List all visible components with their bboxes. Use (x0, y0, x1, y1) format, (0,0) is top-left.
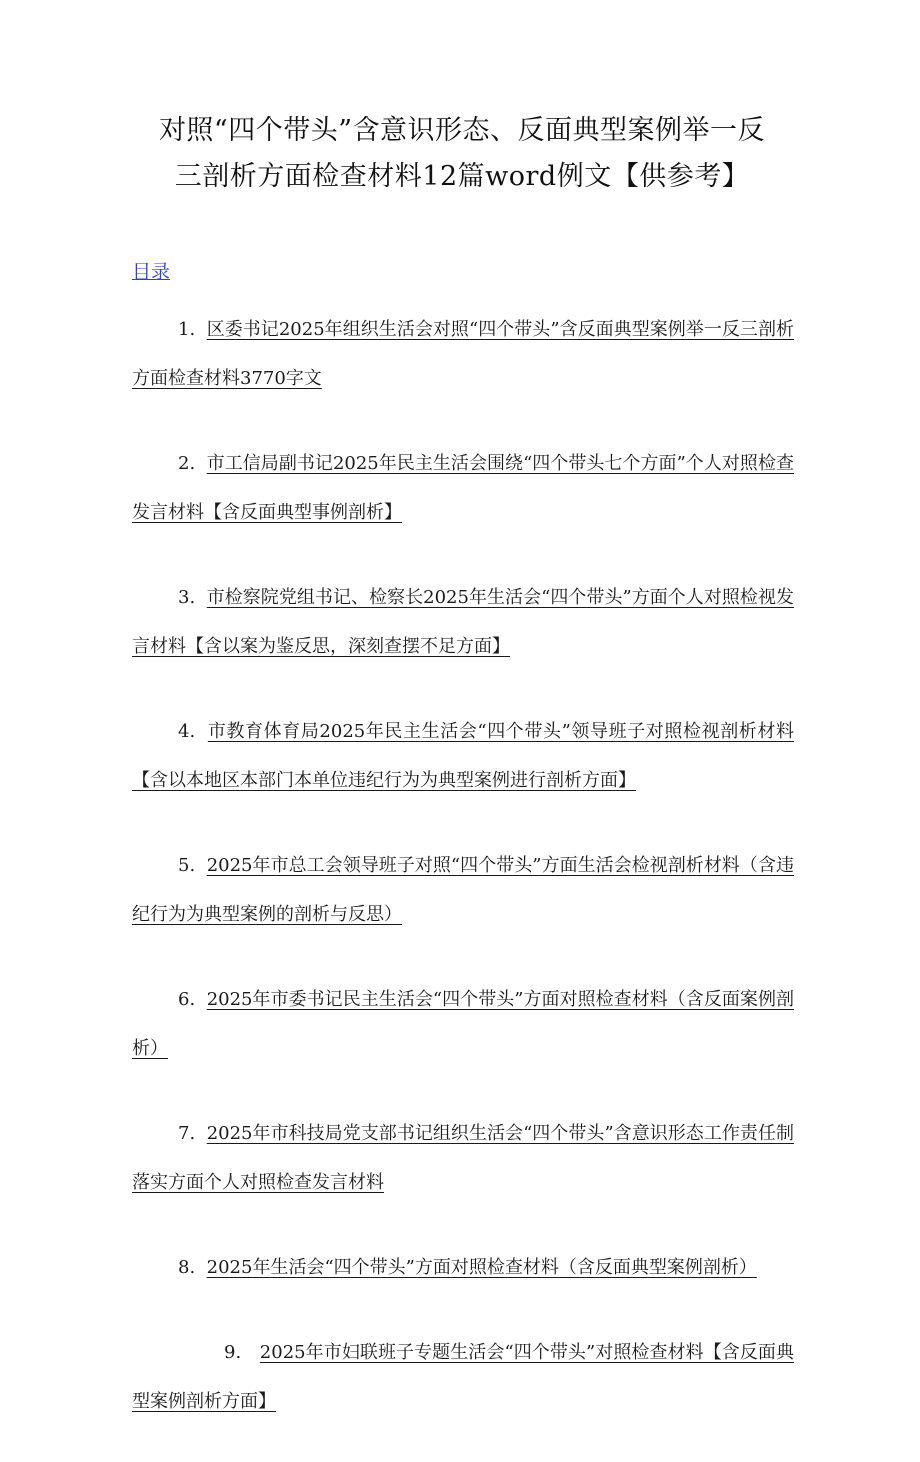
toc-item-link[interactable]: 2025年市科技局党支部书记组织生活会“四个带头”含意识形态工作责任制落实方面个人对照检查发言材料 (132, 1123, 794, 1193)
toc-item-number: 8. (178, 1257, 196, 1278)
toc-item-7 (132, 1109, 794, 1207)
document-title (132, 108, 792, 200)
toc-item-link[interactable]: 市工信局副书记2025年民主生活会围绕“四个带头七个方面”个人对照检查发言材料【含反面典型事例剖析】 (132, 453, 794, 523)
toc-heading-link[interactable]: 目录 (132, 261, 171, 283)
table-of-contents (132, 305, 794, 1462)
toc-item-3 (132, 573, 794, 671)
toc-item-4 (132, 707, 794, 805)
toc-item-5 (132, 841, 794, 939)
toc-item-link[interactable]: 2025年市委书记民主生活会“四个带头”方面对照检查材料（含反面案例剖析） (132, 989, 794, 1059)
toc-item-number: 7. (178, 1123, 196, 1144)
toc-item-8 (132, 1243, 794, 1292)
toc-item-number: 2. (178, 453, 196, 474)
toc-item-link[interactable]: 2025年生活会“四个带头”方面对照检查材料（含反面典型案例剖析） (206, 1257, 757, 1278)
toc-item-link[interactable]: 区委书记2025年组织生活会对照“四个带头”含反面典型案例举一反三剖析方面检查材料3770字文 (132, 319, 794, 389)
toc-item-number: 5. (178, 855, 196, 876)
toc-item-6 (132, 975, 794, 1073)
toc-item-number: 3. (178, 587, 196, 608)
toc-item-link[interactable]: 市检察院党组书记、检察长2025年生活会“四个带头”方面个人对照检视发言材料【含以案为鉴反思，深刻查摆不足方面】 (132, 587, 794, 657)
toc-item-number: 6. (178, 989, 196, 1010)
toc-item-1 (132, 305, 794, 403)
toc-item-number: 4. (178, 721, 196, 742)
toc-item-2 (132, 439, 794, 537)
title-line-1: 对照“四个带头”含意识形态、反面典型案例举一反 (158, 115, 766, 146)
toc-item-number: 9. (224, 1342, 242, 1363)
toc-item-link[interactable]: 2025年市妇联班子专题生活会“四个带头”对照检查材料【含反面典型案例剖析方面】 (132, 1342, 794, 1412)
toc-item-number: 1. (178, 319, 196, 340)
toc-item-9 (132, 1328, 794, 1426)
toc-item-link[interactable]: 市教育体育局2025年民主生活会“四个带头”领导班子对照检视剖析材料【含以本地区本部门本单位违纪行为为典型案例进行剖析方面】 (132, 721, 794, 791)
toc-item-link[interactable]: 2025年市总工会领导班子对照“四个带头”方面生活会检视剖析材料（含违纪行为为典型案例的剖析与反思） (132, 855, 794, 925)
title-line-2: 三剖析方面检查材料12篇word例文【供参考】 (174, 161, 750, 192)
